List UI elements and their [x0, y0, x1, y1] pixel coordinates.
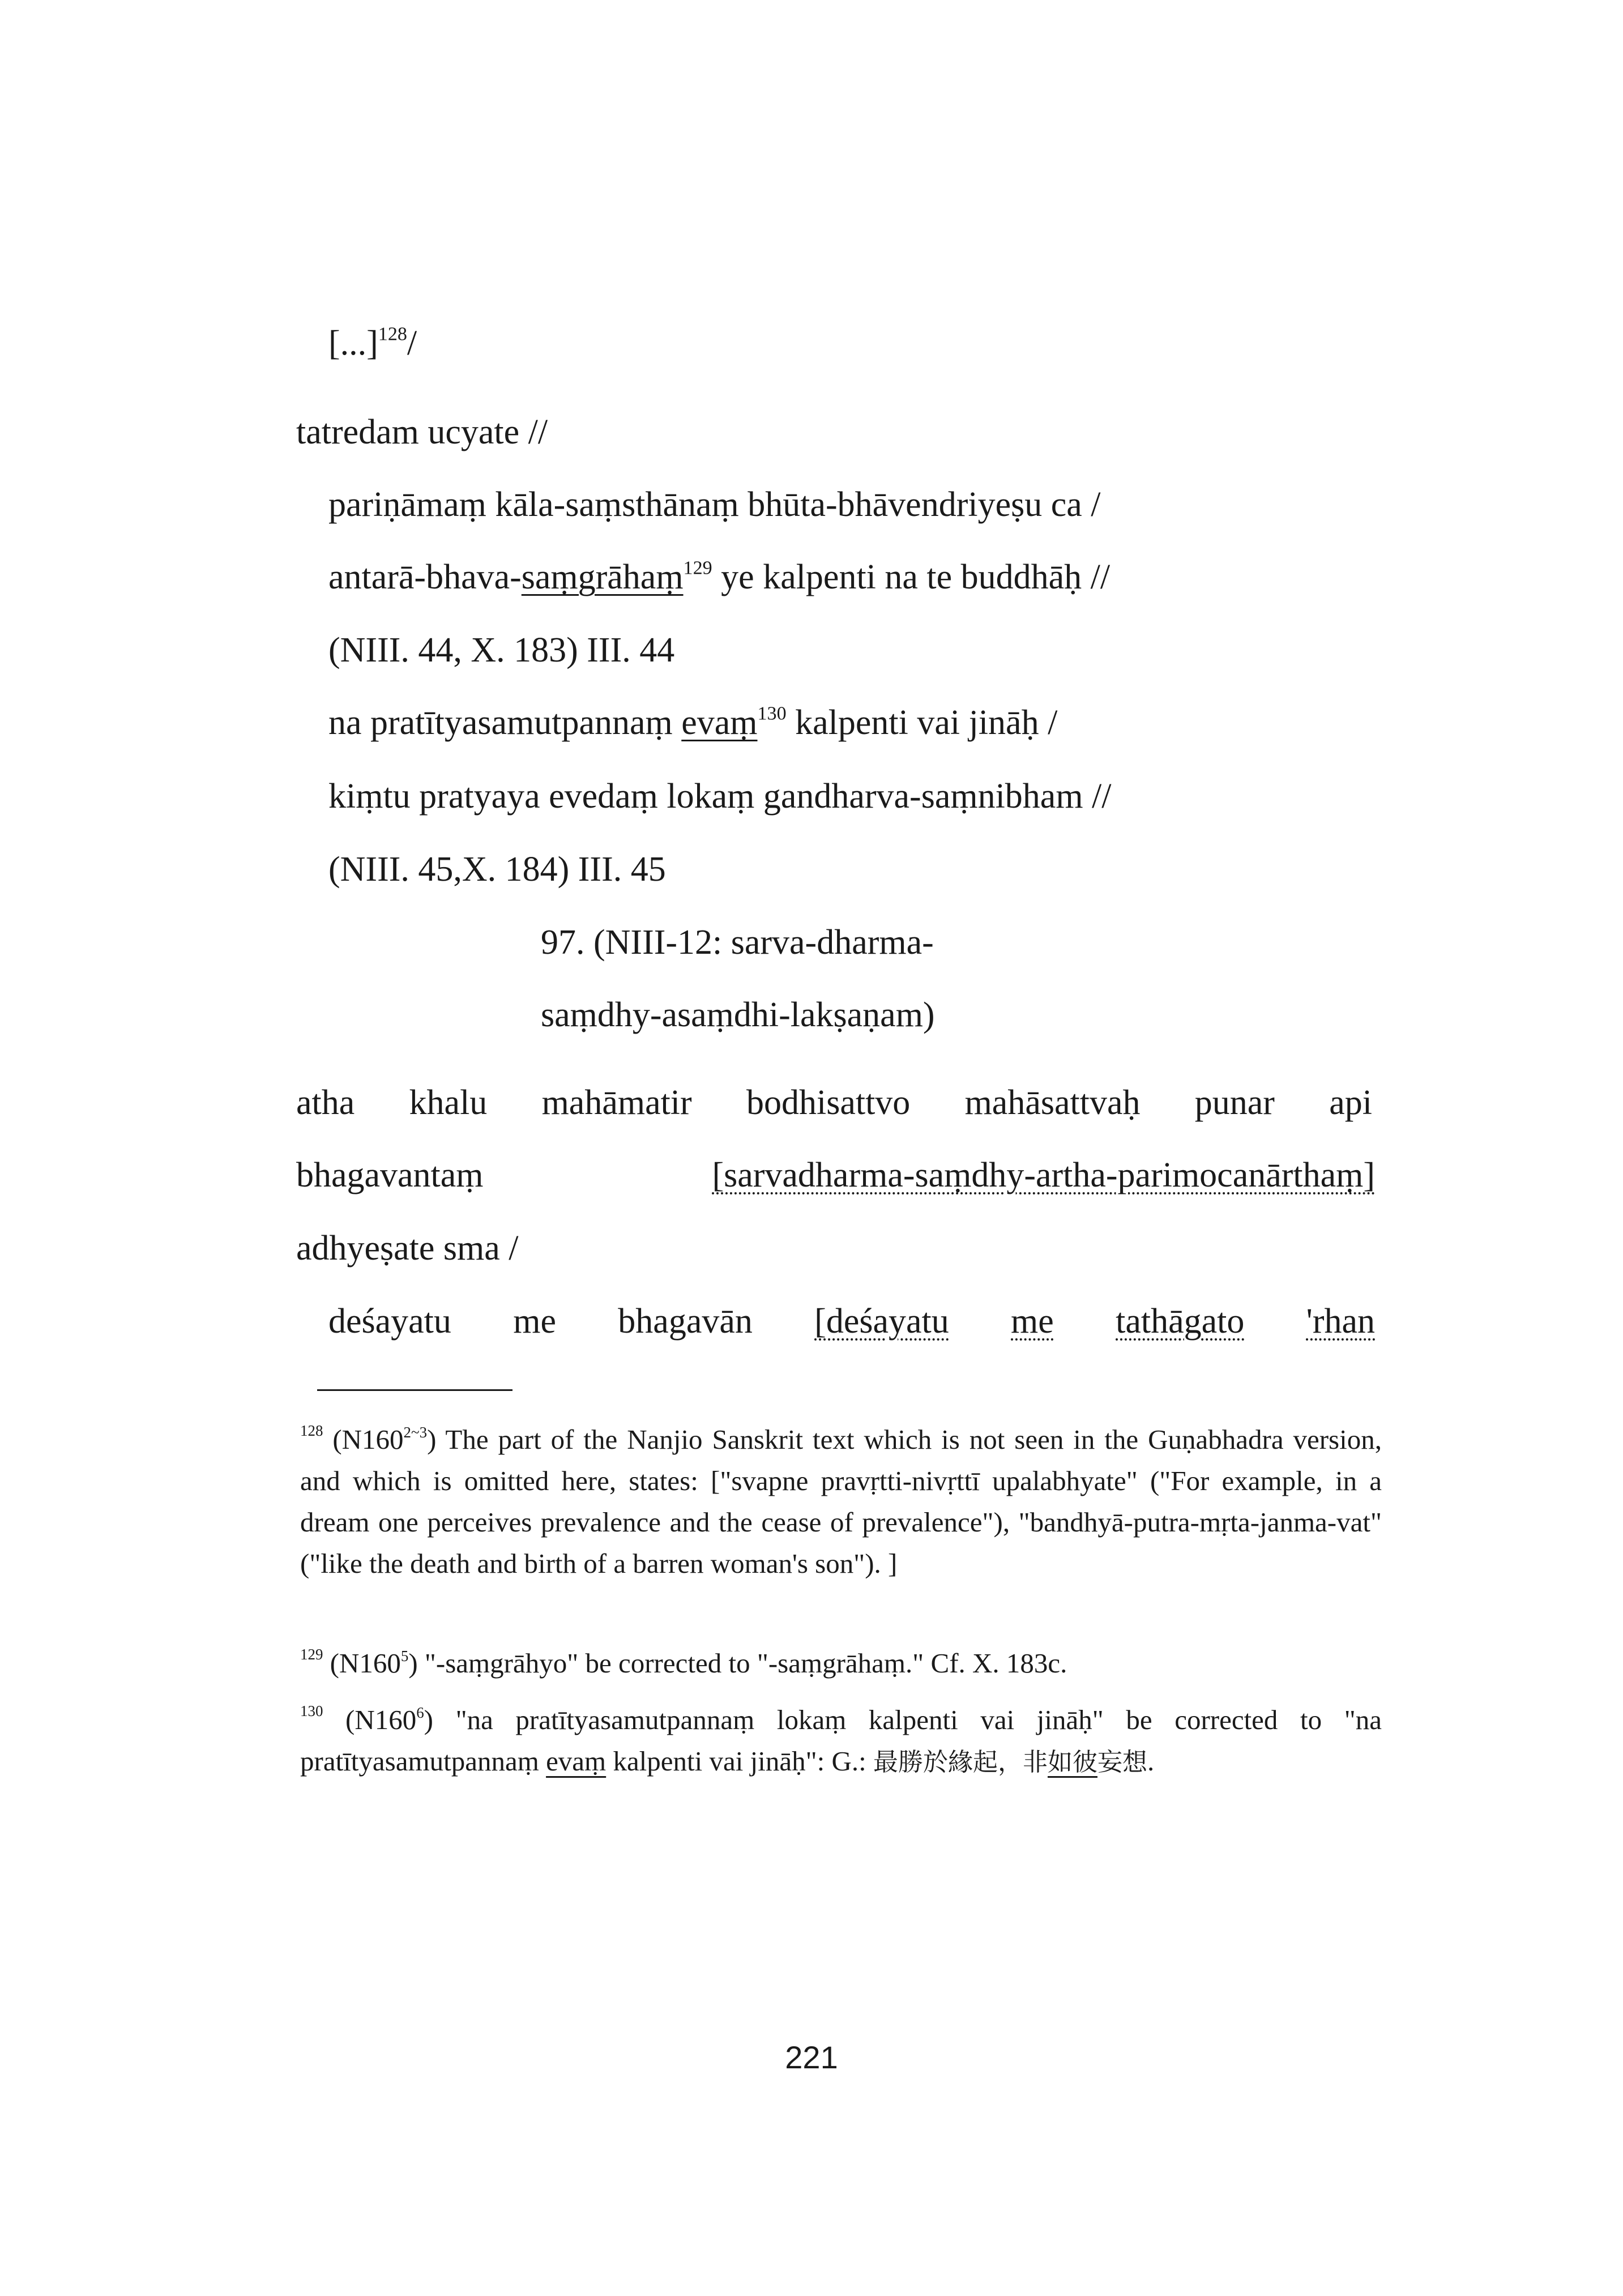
word: me	[513, 1302, 556, 1341]
footnote-source-close: )	[424, 1704, 433, 1735]
prose-line-3: adhyeṣate sma /	[296, 1229, 519, 1268]
footnote-ref-128[interactable]: 128	[378, 323, 407, 345]
footnote-source-sup: 6	[416, 1704, 424, 1721]
section-heading-line-2: saṃdhy-asaṃdhi-lakṣaṇam)	[541, 996, 935, 1034]
footnote-text: The part of the Nanjio Sanskrit text which is not seen in the Guṇabhadra version, and which is omitted here, states: ["svapne pravṛtti-nivṛttī upalabhyate" ("For example, in a dream one perceives prevalence and the cease of prevalence"), "bandhyā-putra-mṛta-janma-vat" ("like the death and birth of a barren woman's son"). ]	[300, 1424, 1382, 1579]
footnote-130	[300, 1699, 1382, 1783]
word: deśayatu	[328, 1302, 451, 1341]
footnote-text: "-saṃgrāhyo" be corrected to "-saṃgrāhaṃ." Cf. X. 183c.	[417, 1648, 1067, 1679]
word: bhagavān	[618, 1302, 753, 1341]
footnote-129	[300, 1642, 1382, 1684]
footnote-source: (N160	[323, 1648, 401, 1679]
footnote-source-close: )	[408, 1648, 418, 1679]
footnote-text: kalpenti vai jināḥ": G.:	[606, 1746, 873, 1777]
verse-line-4: kiṃtu pratyaya evedaṃ lokaṃ gandharva-saṃnibham //	[328, 777, 1112, 816]
dotted-underlined-word: tathāgato	[1116, 1302, 1245, 1341]
ellipsis-bracket: [...]	[328, 324, 378, 362]
prose-line-4	[328, 1304, 1375, 1339]
dotted-underlined-word: me	[1011, 1302, 1054, 1341]
prose-line-1	[296, 1085, 1372, 1120]
verse-reference-2: (NIII. 45,X. 184) III. 45	[328, 850, 666, 889]
chinese-text: 妄想	[1097, 1748, 1147, 1777]
footnote-ref-129[interactable]: 129	[683, 557, 712, 579]
section-heading-line-1: 97. (NIII-12: sarva-dharma-	[541, 923, 934, 962]
word: api	[1329, 1083, 1372, 1122]
word: mahāmatir	[541, 1083, 692, 1122]
text-line-1	[328, 323, 417, 362]
footnote-source-sup: 2~3	[403, 1423, 428, 1441]
prose-line-2	[296, 1158, 1375, 1193]
verse-reference-1: (NIII. 44, X. 183) III. 44	[328, 631, 675, 669]
footnote-ref-130[interactable]: 130	[757, 703, 787, 724]
word: mahāsattvaḥ	[964, 1083, 1141, 1122]
footnote-source: (N160	[323, 1704, 417, 1735]
footnote-text: "na pratītyasamutpannaṃ lokaṃ kalpenti vai jināḥ" be corrected to "na pratītyasamutpannaṃ	[300, 1704, 1382, 1777]
word: bodhisattvo	[746, 1083, 911, 1122]
verse-text: kalpenti vai jināḥ /	[786, 703, 1058, 742]
page-number: 221	[785, 2039, 838, 2075]
footnote-source-sup: 5	[400, 1647, 409, 1665]
footnote-128	[300, 1419, 1382, 1584]
verse-line-1: pariṇāmaṃ kāla-saṃsthānaṃ bhūta-bhāvendriyeṣu ca /	[328, 485, 1101, 524]
footnote-end-period: .	[1147, 1746, 1155, 1777]
underlined-term: evaṃ	[681, 703, 758, 742]
underlined-term: saṃgrāhaṃ	[521, 558, 684, 596]
word: punar	[1194, 1083, 1275, 1122]
slash: /	[407, 324, 417, 362]
dotted-underlined-phrase: [sarvadharma-saṃdhy-artha-parimocanārthaṃ]	[712, 1156, 1375, 1194]
footnote-number: 130	[300, 1702, 323, 1720]
footnote-source-close: )	[427, 1424, 437, 1455]
verse-line-3	[328, 705, 1057, 740]
footnote-separator	[317, 1389, 512, 1391]
verse-text: ye kalpenti na te buddhāḥ //	[712, 558, 1111, 596]
footnote-number: 129	[300, 1646, 323, 1663]
footnote-source: (N160	[323, 1424, 404, 1455]
text-line-2: tatredam ucyate //	[296, 413, 548, 451]
chinese-underlined-text: 如彼	[1047, 1748, 1097, 1777]
dotted-underlined-word: [deśayatu	[814, 1302, 949, 1341]
dotted-underlined-word: 'rhan	[1306, 1302, 1375, 1341]
word: atha	[296, 1083, 355, 1122]
word: khalu	[409, 1083, 488, 1122]
footnote-number: 128	[300, 1422, 323, 1440]
underlined-term: evaṃ	[546, 1746, 607, 1777]
chinese-text: 最勝於緣起，非	[873, 1748, 1048, 1777]
verse-text: antarā-bhava-	[328, 558, 522, 596]
verse-text: na pratītyasamutpannaṃ	[328, 703, 682, 742]
verse-line-2	[328, 557, 1111, 596]
word: bhagavantaṃ	[296, 1156, 484, 1194]
